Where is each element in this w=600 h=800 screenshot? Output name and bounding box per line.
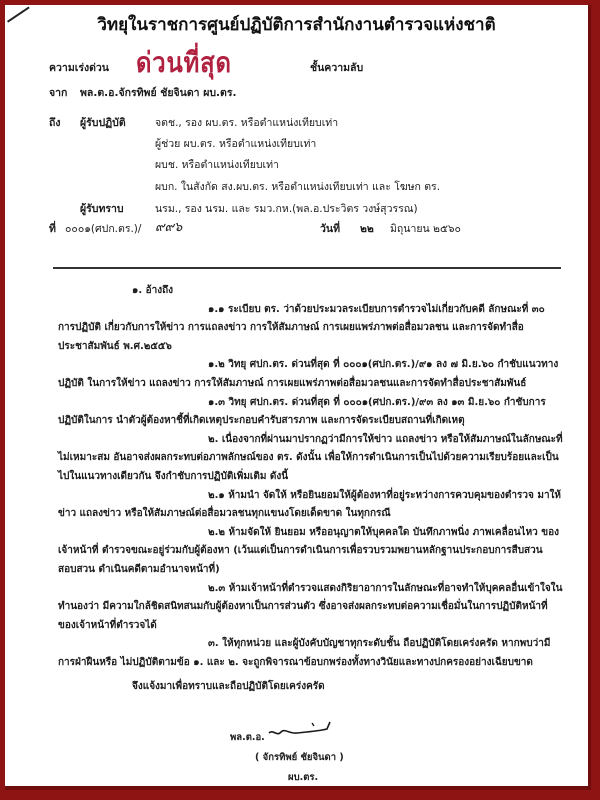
- action-recipients-label: ผู้รับปฏิบัติ: [80, 117, 126, 129]
- signature-position: ผบ.ตร.: [288, 772, 319, 783]
- secrecy-label: ชั้นความลับ: [310, 62, 364, 74]
- urgency-label: ความเร่งด่วน: [49, 62, 109, 74]
- action-recipient-3: ผบช. หรือตำแหน่งเทียบเท่า: [155, 159, 279, 171]
- item-2: ๒. เนื่องจากที่ผ่านมาปรากฏว่ามีการให้ข่าว แถลงข่าว หรือให้สัมภาษณ์ในลักษณะที่ไม่เหมาะสม อันอาจส่งผลกระทบต่อภาพลักษณ์ของ ตร. ดังนั้น เพื่อให้การดำเนินการเป็นไปด้วยความเรียบร้อยและเป็นไปในแนวทางเดียวกัน จึงกำชับการปฏิบัติเพิ่มเติม ดังนี้: [58, 433, 563, 482]
- to-label: ถึง: [49, 117, 61, 129]
- item-1-1: ๑.๑ ระเบียบ ตร. ว่าด้วยประมวลระเบียบการตำรวจไม่เกี่ยวกับคดี ลักษณะที่ ๓๐ การปฏิบัติ เกี่ยวกับการให้ข่าว การแถลงข่าว การให้สัมภาษณ์ การเผยแพร่ภาพต่อสื่อมวลชน และการจัดทำสื่อประชาสัมพันธ์ พ.ศ.๒๕๕๖: [58, 303, 545, 352]
- signature-name: ( จักรทิพย์ ชัยจินดา ): [255, 752, 344, 763]
- signature-scribble-icon: [267, 719, 337, 741]
- date-label: วันที่: [320, 223, 340, 235]
- section-1-heading: ๑. อ้างถึง: [132, 285, 174, 296]
- item-2-3: ๒.๓ ห้ามเจ้าหน้าที่ตำรวจแสดงกิริยาอาการในลักษณะที่อาจทำให้บุคคลอื่นเข้าใจในทำนองว่า มีความใกล้ชิดสนิทสนมกับผู้ต้องหาเป็นการส่วนตัว ซึ่งอาจส่งผลกระทบต่อความเชื่อมั่นในการปฏิบัติหน้าที่ของเจ้าหน้าที่ตำรวจได้: [58, 582, 563, 631]
- document-body: [58, 282, 564, 697]
- item-1-3: ๑.๓ วิทยุ ศปก.ตร. ด่วนที่สุด ที่ ๐๐๐๑(ศปก.ตร.)/๙๓ ลง ๑๓ มิ.ย.๖๐ กำชับการปฏิบัติในการ นำตัวผู้ต้องหาชี้ที่เกิดเหตุประกอบคำรับสารภาพ และการจัดระเบียบสถานที่เกิดเหตุ: [58, 396, 546, 427]
- signature-rank: พล.ต.อ.: [230, 732, 265, 743]
- item-3: ๓. ให้ทุกหน่วย และผู้บังคับบัญชาทุกระดับชั้น ถือปฏิบัติโดยเคร่งครัด หากพบว่ามีการฝ่าฝืนหรือ ไม่ปฏิบัติตามข้อ ๑. และ ๒. จะถูกพิจารณาข้อบกพร่องทั้งทางวินัยและทางปกครองอย่างเฉียบขาด: [58, 638, 551, 668]
- item-1-2: ๑.๒ วิทยุ ศปก.ตร. ด่วนที่สุด ที่ ๐๐๐๑(ศปก.ตร.)/๙๑ ลง ๗ มิ.ย.๖๐ กำชับแนวทางปฏิบัติ ในการให้ข่าว แถลงข่าว การให้สัมภาษณ์ การเผยแพร่ภาพต่อสื่อมวลชนและการจัดทำสื่อประชาสัมพันธ์: [58, 359, 559, 389]
- closing-line: จึงแจ้งมาเพื่อทราบและถือปฏิบัติโดยเคร่งครัด: [132, 681, 325, 693]
- action-recipient-2: ผู้ช่วย ผบ.ตร. หรือตำแหน่งเทียบเท่า: [155, 138, 317, 150]
- urgency-stamp: ด่วนที่สุด: [136, 46, 232, 79]
- action-recipient-1: จตช., รอง ผบ.ตร. หรือตำแหน่งเทียบเท่า: [155, 117, 339, 129]
- from-value: พล.ต.อ.จักรทิพย์ ชัยจินดา ผบ.ตร.: [80, 87, 237, 99]
- document-title: วิทยุในราชการศูนย์ปฏิบัติการสำนักงานตำรวจแห่งชาติ: [97, 15, 496, 35]
- item-2-2: ๒.๒ ห้ามจัดให้ ยินยอม หรืออนุญาตให้บุคคลใด บันทึกภาพนิ่ง ภาพเคลื่อนไหว ของเจ้าหน้าที่ ตำรวจขณะอยู่ร่วมกับผู้ต้องหา (เว้นแต่เป็นการดำเนินการเพื่อรวบรวมพยานหลักฐานประกอบการสืบสวนสอบสวน ดำเนินคดีตามอำนาจหน้าที่): [58, 526, 559, 575]
- date-month-year: มิถุนายน ๒๕๖๐: [390, 223, 461, 235]
- reference-label: ที่: [49, 223, 56, 235]
- header-divider: [53, 267, 561, 269]
- from-label: จาก: [49, 87, 68, 99]
- document-page: [5, 5, 591, 790]
- date-day: ๒๒: [360, 223, 374, 235]
- info-recipients-label: ผู้รับทราบ: [80, 203, 124, 215]
- info-recipients: นรม., รอง นรม. และ รมว.กห.(พล.อ.ประวิตร วงษ์สุวรรณ): [155, 203, 418, 215]
- reference-number: ๐๐๐๑(ศปก.ตร.)/: [65, 223, 142, 235]
- action-recipient-4: ผบก. ในสังกัด สง.ผบ.ตร. หรือตำแหน่งเทียบเท่า และ โฆษก ตร.: [155, 181, 441, 193]
- item-2-1: ๒.๑ ห้ามนำ จัดให้ หรือยินยอมให้ผู้ต้องหาที่อยู่ระหว่างการควบคุมของตำรวจ มาให้ข่าว แถลงข่าว หรือให้สัมภาษณ์ต่อสื่อมวลชนทุกแขนงโดยเด็ดขาด ในทุกกรณี: [58, 489, 562, 520]
- reference-handwritten: ๙๙๖: [155, 220, 183, 235]
